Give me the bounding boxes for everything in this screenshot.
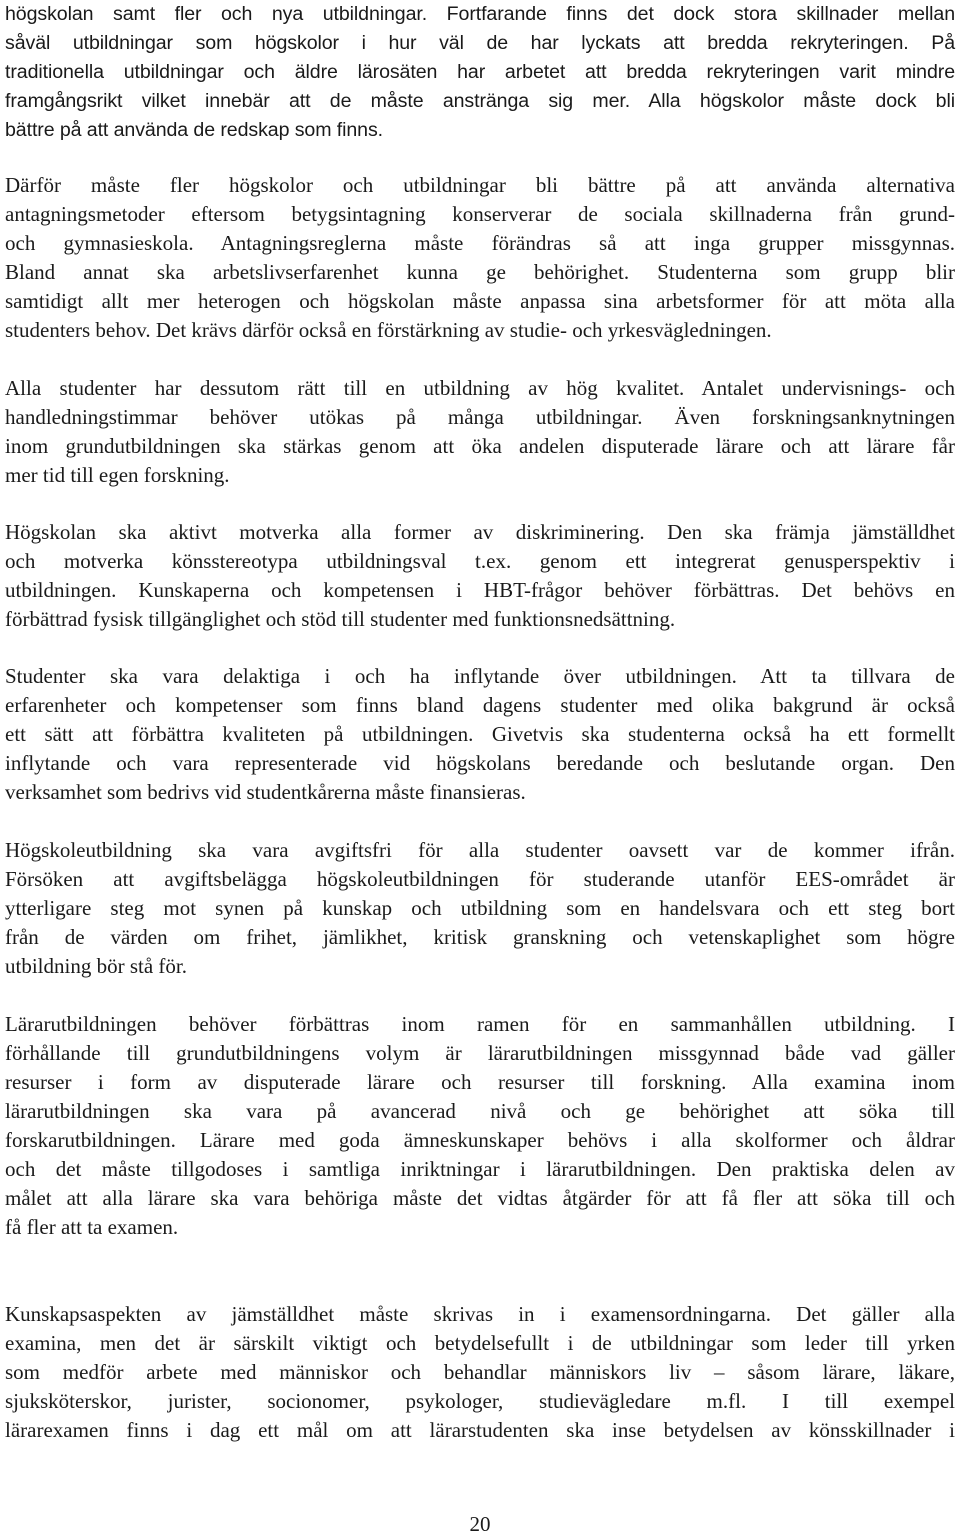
text-line: Högskoleutbildning ska vara avgiftsfri för alla studenter oavsett var de kommer ifrån. [5, 838, 955, 862]
text-line: antagningsmetoder eftersom betygsintagning konserverar de sociala skillnaderna från grund- [5, 202, 955, 226]
text-line: och motverka könsstereotypa utbildningsval t.ex. genom ett integrerat genusperspektiv i [5, 549, 955, 573]
paragraph-2 [5, 171, 955, 345]
text-line: erfarenheter och kompetenser som finns bland dagens studenter med olika bakgrund är också [5, 693, 955, 717]
text-line: inom grundutbildningen ska stärkas genom att öka andelen disputerade lärare och att lärare får [5, 434, 955, 458]
text-line: framgångsrikt vilket innebär att de måste anstränga sig mer. Alla högskolor måste dock bli [5, 90, 955, 112]
paragraph-3 [5, 374, 955, 490]
text-line: från de värden om frihet, jämlikhet, kritisk granskning och vetenskaplighet som högre [5, 925, 955, 949]
paragraph-6 [5, 836, 955, 981]
text-line: utbildning bör stå för. [5, 954, 187, 978]
text-line: förhållande till grundutbildningens volym är lärarutbildningen missgynnad både vad gäller [5, 1041, 955, 1065]
text-line: utbildningen. Kunskaperna och kompetensen i HBT-frågor behöver förbättras. Det behövs en [5, 578, 955, 602]
paragraph-7 [5, 1010, 955, 1242]
text-line: verksamhet som bedrivs vid studentkårerna måste finansieras. [5, 780, 526, 804]
page-number: 20 [469, 1512, 491, 1536]
text-line: förbättrad fysisk tillgänglighet och stöd till studenter med funktionsnedsättning. [5, 607, 676, 631]
paragraph-1 [5, 0, 955, 145]
text-line: Därför måste fler högskolor och utbildningar bli bättre på att använda alternativa [5, 173, 955, 197]
text-line: mer tid till egen forskning. [5, 463, 230, 487]
text-line: lärarutbildningen ska vara på avancerad nivå och ge behörighet att söka till [5, 1099, 955, 1123]
text-line: ett sätt att förbättra kvaliteten på utbildningen. Givetvis ska studenterna också ha ett formellt [5, 722, 955, 746]
text-line: målet att alla lärare ska vara behöriga måste det vidtas åtgärder för att få fler att söka till och [5, 1186, 955, 1210]
text-line: resurser i form av disputerade lärare och resurser till forskning. Alla examina inom [5, 1070, 955, 1094]
text-line: Bland annat ska arbetslivserfarenhet kunna ge behörighet. Studenterna som grupp blir [5, 260, 955, 284]
text-line: samtidigt allt mer heterogen och högskolan måste anpassa sina arbetsformer för att möta alla [5, 289, 955, 313]
paragraph-8 [5, 1300, 955, 1445]
text-line: inflytande och vara representerade vid högskolans beredande och beslutande organ. Den [5, 751, 955, 775]
text-line: examina, men det är särskilt viktigt och betydelsefullt i de utbildningar som leder till yrken [5, 1331, 955, 1355]
text-line: Alla studenter har dessutom rätt till en utbildning av hög kvalitet. Antalet undervisnings- och [5, 376, 955, 400]
text-line: Kunskapsaspekten av jämställdhet måste skrivas in i examensordningarna. Det gäller alla [5, 1302, 955, 1326]
paragraph-5 [5, 662, 955, 807]
text-line: få fler att ta examen. [5, 1215, 179, 1239]
text-line: såväl utbildningar som högskolor i hur väl de har lyckats att bredda rekryteringen. På [5, 32, 955, 54]
text-line: lärarexamen finns i dag ett mål om att lärarstudenten ska inse betydelsen av könsskillnader i [5, 1418, 955, 1442]
text-line: Lärarutbildningen behöver förbättras inom ramen för en sammanhållen utbildning. I [5, 1012, 955, 1036]
paragraph-4 [5, 518, 955, 634]
text-line: ytterligare steg mot synen på kunskap och utbildning som en handelsvara och ett steg bort [5, 896, 955, 920]
text-line: sjuksköterskor, jurister, socionomer, psykologer, studievägledare m.fl. I till exempel [5, 1389, 955, 1413]
text-line: som medför arbete med människor och behandlar människors liv – såsom lärare, läkare, [5, 1360, 955, 1384]
text-line: högskolan samt fler och nya utbildningar. Fortfarande finns det dock stora skillnader mellan [5, 3, 955, 25]
text-line: handledningstimmar behöver utökas på många utbildningar. Även forskningsanknytningen [5, 405, 955, 429]
text-line: Högskolan ska aktivt motverka alla former av diskriminering. Den ska främja jämställdhet [5, 520, 955, 544]
text-line: studenters behov. Det krävs därför också en förstärkning av studie- och yrkesvägledningen. [5, 318, 772, 342]
text-line: Försöken att avgiftsbelägga högskoleutbildningen för studerande utanför EES-området är [5, 867, 955, 891]
text-line: traditionella utbildningar och äldre lärosäten har arbetet att bredda rekryteringen varit mindre [5, 61, 955, 83]
text-line: och det måste tillgodoses i samtliga inriktningar i lärarutbildningen. Den praktiska delen av [5, 1157, 955, 1181]
text-line: bättre på att använda de redskap som finns. [5, 119, 384, 141]
text-line: och gymnasieskola. Antagningsreglerna måste förändras så att inga grupper missgynnas. [5, 231, 955, 255]
text-line: Studenter ska vara delaktiga i och ha inflytande över utbildningen. Att ta tillvara de [5, 664, 955, 688]
text-line: forskarutbildningen. Lärare med goda ämneskunskaper behövs i alla skolformer och åldrar [5, 1128, 955, 1152]
